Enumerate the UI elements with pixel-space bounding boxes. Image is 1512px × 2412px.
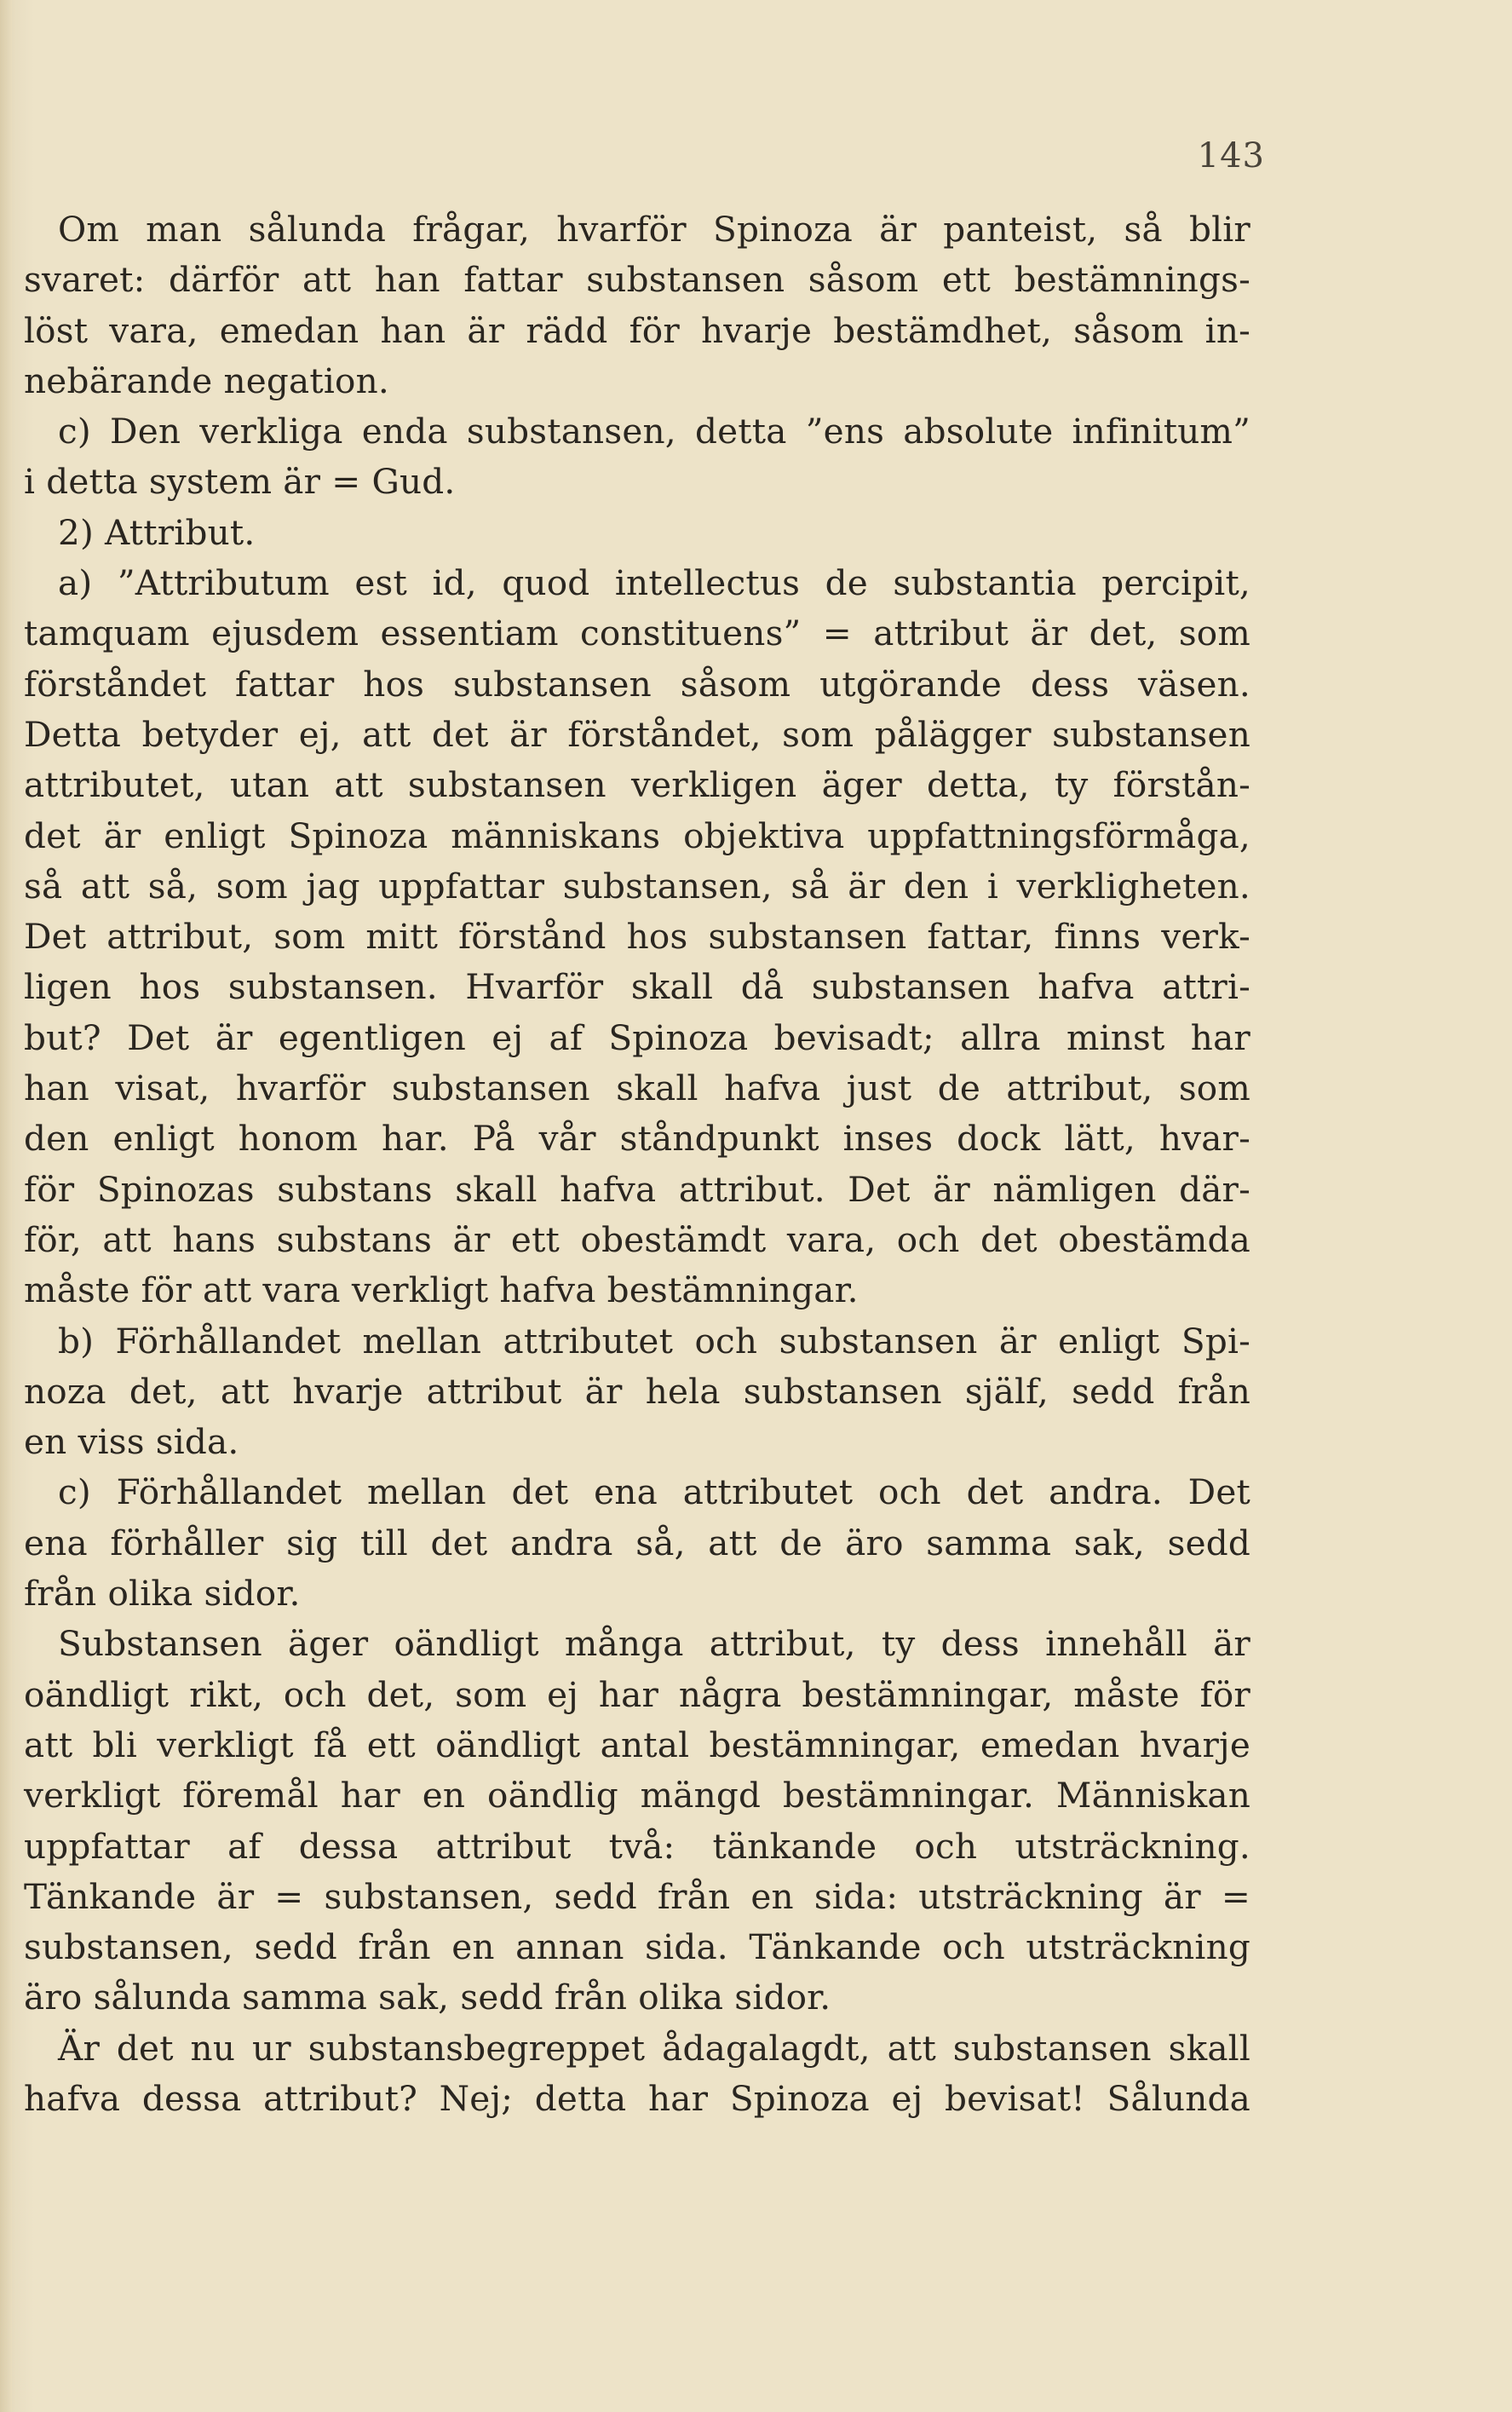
text-line: attributet, utan att substansen verkligen äger detta, ty förstån- — [24, 764, 1250, 806]
text-line: förståndet fattar hos substansen såsom utgörande dess väsen. — [24, 663, 1250, 705]
text-line: svaret: därför att han fattar substansen såsom ett bestämnings- — [24, 259, 1250, 301]
text-line: för, att hans substans är ett obestämdt vara, och det obestämda — [24, 1218, 1250, 1260]
text-line: äro sålunda samma sak, sedd från olika sidor. — [24, 1977, 831, 2018]
text-line: ligen hos substansen. Hvarför skall då substansen hafva attri- — [24, 966, 1250, 1008]
text-line: nebärande negation. — [24, 360, 389, 401]
text-line: för Spinozas substans skall hafva attribut. Det är nämligen där- — [24, 1168, 1250, 1210]
text-line: att bli verkligt få ett oändligt antal bestämningar, emedan hvarje — [24, 1724, 1250, 1765]
text-line: Är det nu ur substansbegreppet ådagalagdt, att substansen skall — [58, 2027, 1250, 2069]
text-line: hafva dessa attribut? Nej; detta har Spinoza ej bevisat! Sålunda — [24, 2077, 1250, 2119]
text-line: ena förhåller sig till det andra så, att de äro samma sak, sedd — [24, 1522, 1250, 1563]
text-line: but? Det är egentligen ej af Spinoza bevisadt; allra minst har — [24, 1016, 1250, 1058]
text-line: löst vara, emedan han är rädd för hvarje bestämdhet, såsom in- — [24, 309, 1250, 351]
text-line: han visat, hvarför substansen skall hafva just de attribut, som — [24, 1068, 1250, 1109]
body-text — [24, 204, 1250, 2124]
text-line: Det attribut, som mitt förstånd hos substansen fattar, finns verk- — [24, 916, 1250, 958]
text-line: 2) Attribut. — [58, 511, 256, 553]
text-line: det är enligt Spinoza människans objektiva uppfattningsförmåga, — [24, 815, 1250, 856]
text-line: måste för att vara verkligt hafva bestämningar. — [24, 1269, 859, 1311]
text-line: noza det, att hvarje attribut är hela substansen själf, sedd från — [24, 1370, 1250, 1412]
text-line: oändligt rikt, och det, som ej har några bestämningar, måste för — [24, 1673, 1250, 1715]
text-line: den enligt honom har. På vår ståndpunkt inses dock lätt, hvar- — [24, 1118, 1250, 1160]
text-line: tamquam ejusdem essentiam constituens” = attribut är det, som — [24, 613, 1250, 654]
text-line: b) Förhållandet mellan attributet och substansen är enligt Spi- — [58, 1320, 1250, 1361]
text-line: Substansen äger oändligt många attribut, ty dess innehåll är — [58, 1623, 1250, 1665]
text-line: Detta betyder ej, att det är förståndet, som pålägger substansen — [24, 713, 1250, 755]
text-line: i detta system är = Gud. — [24, 461, 456, 503]
text-line: en viss sida. — [24, 1421, 239, 1463]
text-line: substansen, sedd från en annan sida. Tänkande och utsträckning — [24, 1926, 1250, 1968]
text-line: a) ”Attributum est id, quod intellectus de substantia percipit, — [58, 562, 1250, 604]
page-number: 143 — [1197, 136, 1265, 176]
text-line: verkligt föremål har en oändlig mängd bestämningar. Människan — [24, 1775, 1250, 1816]
page-gutter-edge — [0, 0, 12, 2412]
text-line: Om man sålunda frågar, hvarför Spinoza är panteist, så blir — [58, 209, 1250, 250]
text-line: Tänkande är = substansen, sedd från en sida: utsträckning är = — [24, 1875, 1250, 1917]
text-line: uppfattar af dessa attribut två: tänkande och utsträckning. — [24, 1825, 1250, 1867]
text-line: c) Den verkliga enda substansen, detta ”ens absolute infinitum” — [58, 411, 1250, 452]
text-line: så att så, som jag uppfattar substansen, så är den i verkligheten. — [24, 865, 1250, 907]
text-line: c) Förhållandet mellan det ena attributet och det andra. Det — [58, 1471, 1250, 1513]
text-line: från olika sidor. — [24, 1573, 301, 1615]
